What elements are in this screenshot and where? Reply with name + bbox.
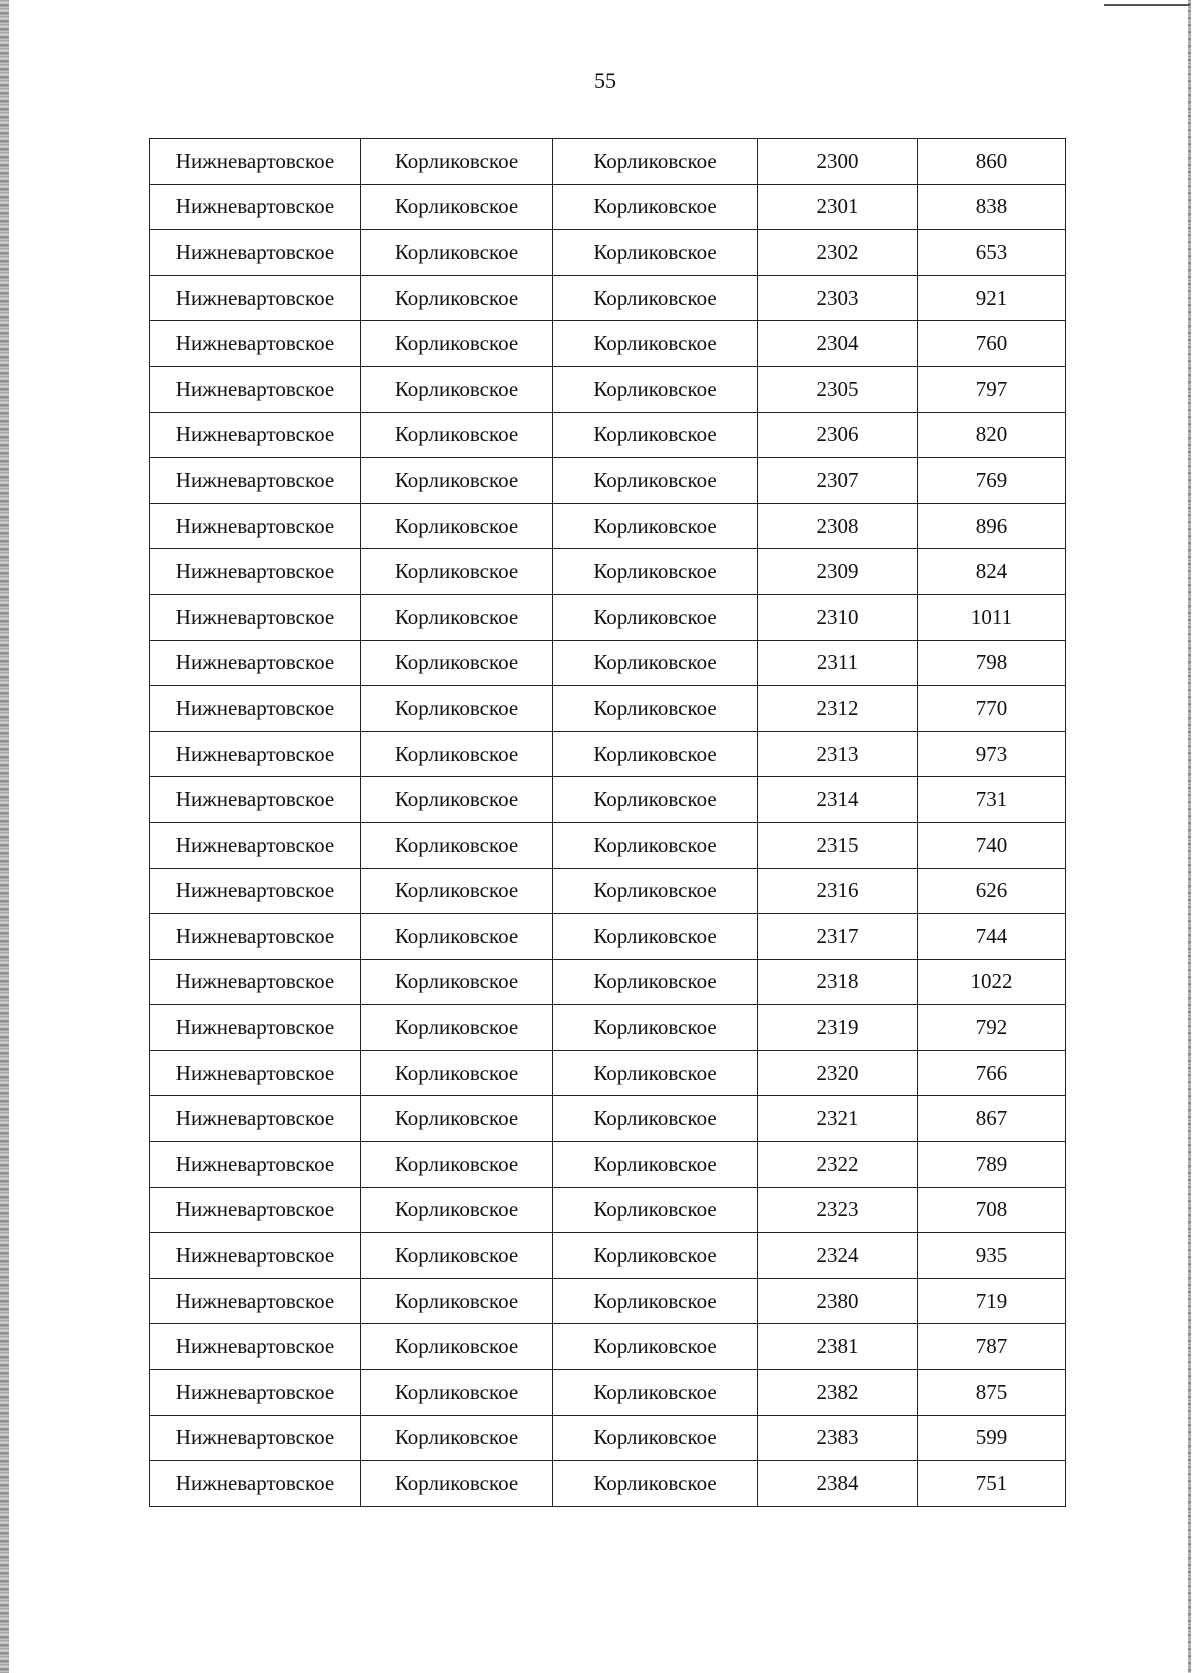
- district-cell: Нижневартовское: [150, 822, 361, 868]
- value-cell: 769: [918, 458, 1066, 504]
- district-cell: Нижневартовское: [150, 184, 361, 230]
- deposit-cell: Корликовское: [553, 1461, 758, 1507]
- district-cell: Нижневартовское: [150, 1233, 361, 1279]
- value-cell: 731: [918, 777, 1066, 823]
- table-row: [150, 731, 1066, 777]
- field-cell: Корликовское: [361, 1324, 553, 1370]
- scan-edge-left: [0, 0, 9, 1673]
- district-cell: Нижневартовское: [150, 914, 361, 960]
- field-cell: Корликовское: [361, 1370, 553, 1416]
- field-cell: Корликовское: [361, 868, 553, 914]
- field-cell: Корликовское: [361, 686, 553, 732]
- table-row: [150, 1461, 1066, 1507]
- district-cell: Нижневартовское: [150, 366, 361, 412]
- district-cell: Нижневартовское: [150, 777, 361, 823]
- table-row: [150, 275, 1066, 321]
- value-cell: 751: [918, 1461, 1066, 1507]
- id-cell: 2308: [758, 503, 918, 549]
- table-row: [150, 1142, 1066, 1188]
- deposit-cell: Корликовское: [553, 822, 758, 868]
- deposit-cell: Корликовское: [553, 412, 758, 458]
- district-cell: Нижневартовское: [150, 959, 361, 1005]
- value-cell: 838: [918, 184, 1066, 230]
- table-row: [150, 868, 1066, 914]
- field-cell: Корликовское: [361, 366, 553, 412]
- deposit-cell: Корликовское: [553, 1096, 758, 1142]
- table-row: [150, 184, 1066, 230]
- value-cell: 896: [918, 503, 1066, 549]
- id-cell: 2305: [758, 366, 918, 412]
- value-cell: 921: [918, 275, 1066, 321]
- field-cell: Корликовское: [361, 458, 553, 504]
- table-row: [150, 686, 1066, 732]
- value-cell: 798: [918, 640, 1066, 686]
- deposit-cell: Корликовское: [553, 549, 758, 595]
- value-cell: 760: [918, 321, 1066, 367]
- deposit-cell: Корликовское: [553, 139, 758, 185]
- district-cell: Нижневартовское: [150, 139, 361, 185]
- value-cell: 789: [918, 1142, 1066, 1188]
- scan-edge-right: [1188, 0, 1191, 1673]
- value-cell: 1022: [918, 959, 1066, 1005]
- id-cell: 2300: [758, 139, 918, 185]
- value-cell: 599: [918, 1415, 1066, 1461]
- district-cell: Нижневартовское: [150, 549, 361, 595]
- district-cell: Нижневартовское: [150, 1415, 361, 1461]
- table-row: [150, 139, 1066, 185]
- field-cell: Корликовское: [361, 1233, 553, 1279]
- deposit-cell: Корликовское: [553, 731, 758, 777]
- id-cell: 2302: [758, 230, 918, 276]
- table-row: [150, 1096, 1066, 1142]
- value-cell: 653: [918, 230, 1066, 276]
- id-cell: 2301: [758, 184, 918, 230]
- id-cell: 2315: [758, 822, 918, 868]
- field-cell: Корликовское: [361, 640, 553, 686]
- id-cell: 2319: [758, 1005, 918, 1051]
- id-cell: 2316: [758, 868, 918, 914]
- table-row: [150, 959, 1066, 1005]
- deposit-cell: Корликовское: [553, 458, 758, 504]
- value-cell: 1011: [918, 594, 1066, 640]
- table-row: [150, 412, 1066, 458]
- district-cell: Нижневартовское: [150, 1370, 361, 1416]
- value-cell: 792: [918, 1005, 1066, 1051]
- district-cell: Нижневартовское: [150, 1005, 361, 1051]
- district-cell: Нижневартовское: [150, 503, 361, 549]
- deposit-cell: Корликовское: [553, 1415, 758, 1461]
- value-cell: 740: [918, 822, 1066, 868]
- value-cell: 766: [918, 1050, 1066, 1096]
- table-row: [150, 549, 1066, 595]
- deposit-cell: Корликовское: [553, 275, 758, 321]
- value-cell: 708: [918, 1187, 1066, 1233]
- id-cell: 2309: [758, 549, 918, 595]
- field-cell: Корликовское: [361, 1005, 553, 1051]
- table-row: [150, 1233, 1066, 1279]
- table-row: [150, 594, 1066, 640]
- id-cell: 2382: [758, 1370, 918, 1416]
- value-cell: 824: [918, 549, 1066, 595]
- id-cell: 2317: [758, 914, 918, 960]
- field-cell: Корликовское: [361, 321, 553, 367]
- table-row: [150, 458, 1066, 504]
- deposit-cell: Корликовское: [553, 1324, 758, 1370]
- table-row: [150, 1324, 1066, 1370]
- id-cell: 2383: [758, 1415, 918, 1461]
- deposit-cell: Корликовское: [553, 686, 758, 732]
- table-row: [150, 230, 1066, 276]
- deposit-cell: Корликовское: [553, 1142, 758, 1188]
- district-cell: Нижневартовское: [150, 868, 361, 914]
- table-row: [150, 503, 1066, 549]
- field-cell: Корликовское: [361, 412, 553, 458]
- field-cell: Корликовское: [361, 549, 553, 595]
- id-cell: 2384: [758, 1461, 918, 1507]
- district-cell: Нижневартовское: [150, 1142, 361, 1188]
- deposit-cell: Корликовское: [553, 1005, 758, 1051]
- deposit-cell: Корликовское: [553, 1187, 758, 1233]
- page-number: 55: [594, 68, 616, 93]
- id-cell: 2318: [758, 959, 918, 1005]
- field-cell: Корликовское: [361, 275, 553, 321]
- table-row: [150, 1050, 1066, 1096]
- value-cell: 973: [918, 731, 1066, 777]
- id-cell: 2380: [758, 1278, 918, 1324]
- district-cell: Нижневартовское: [150, 1050, 361, 1096]
- field-cell: Корликовское: [361, 1142, 553, 1188]
- table-row: [150, 822, 1066, 868]
- field-cell: Корликовское: [361, 914, 553, 960]
- id-cell: 2306: [758, 412, 918, 458]
- id-cell: 2320: [758, 1050, 918, 1096]
- field-cell: Корликовское: [361, 1461, 553, 1507]
- id-cell: 2323: [758, 1187, 918, 1233]
- value-cell: 820: [918, 412, 1066, 458]
- district-cell: Нижневартовское: [150, 686, 361, 732]
- id-cell: 2314: [758, 777, 918, 823]
- field-cell: Корликовское: [361, 594, 553, 640]
- id-cell: 2307: [758, 458, 918, 504]
- district-cell: Нижневартовское: [150, 1461, 361, 1507]
- value-cell: 797: [918, 366, 1066, 412]
- field-cell: Корликовское: [361, 503, 553, 549]
- field-cell: Корликовское: [361, 777, 553, 823]
- deposit-cell: Корликовское: [553, 321, 758, 367]
- id-cell: 2313: [758, 731, 918, 777]
- table-row: [150, 321, 1066, 367]
- field-cell: Корликовское: [361, 1278, 553, 1324]
- deposit-cell: Корликовское: [553, 503, 758, 549]
- id-cell: 2312: [758, 686, 918, 732]
- field-cell: Корликовское: [361, 139, 553, 185]
- district-cell: Нижневартовское: [150, 1278, 361, 1324]
- table-row: [150, 640, 1066, 686]
- field-cell: Корликовское: [361, 1187, 553, 1233]
- deposit-cell: Корликовское: [553, 1370, 758, 1416]
- id-cell: 2381: [758, 1324, 918, 1370]
- district-cell: Нижневартовское: [150, 230, 361, 276]
- deposit-cell: Корликовское: [553, 366, 758, 412]
- value-cell: 770: [918, 686, 1066, 732]
- table-row: [150, 1278, 1066, 1324]
- field-cell: Корликовское: [361, 1096, 553, 1142]
- id-cell: 2322: [758, 1142, 918, 1188]
- value-cell: 787: [918, 1324, 1066, 1370]
- district-cell: Нижневартовское: [150, 594, 361, 640]
- district-cell: Нижневартовское: [150, 640, 361, 686]
- field-cell: Корликовское: [361, 822, 553, 868]
- value-cell: 744: [918, 914, 1066, 960]
- value-cell: 875: [918, 1370, 1066, 1416]
- district-cell: Нижневартовское: [150, 458, 361, 504]
- table-row: [150, 1370, 1066, 1416]
- deposit-cell: Корликовское: [553, 959, 758, 1005]
- field-cell: Корликовское: [361, 959, 553, 1005]
- district-cell: Нижневартовское: [150, 321, 361, 367]
- field-cell: Корликовское: [361, 1415, 553, 1461]
- field-cell: Корликовское: [361, 184, 553, 230]
- value-cell: 626: [918, 868, 1066, 914]
- value-cell: 867: [918, 1096, 1066, 1142]
- id-cell: 2304: [758, 321, 918, 367]
- value-cell: 860: [918, 139, 1066, 185]
- id-cell: 2303: [758, 275, 918, 321]
- district-cell: Нижневартовское: [150, 731, 361, 777]
- table-row: [150, 366, 1066, 412]
- deposit-cell: Корликовское: [553, 1050, 758, 1096]
- table-row: [150, 1005, 1066, 1051]
- district-cell: Нижневартовское: [150, 412, 361, 458]
- table-row: [150, 1415, 1066, 1461]
- deposit-cell: Корликовское: [553, 184, 758, 230]
- data-table: [149, 138, 1066, 1507]
- field-cell: Корликовское: [361, 731, 553, 777]
- id-cell: 2311: [758, 640, 918, 686]
- district-cell: Нижневартовское: [150, 1187, 361, 1233]
- field-cell: Корликовское: [361, 230, 553, 276]
- id-cell: 2321: [758, 1096, 918, 1142]
- deposit-cell: Корликовское: [553, 1278, 758, 1324]
- table-row: [150, 914, 1066, 960]
- district-cell: Нижневартовское: [150, 1096, 361, 1142]
- id-cell: 2310: [758, 594, 918, 640]
- deposit-cell: Корликовское: [553, 777, 758, 823]
- deposit-cell: Корликовское: [553, 594, 758, 640]
- deposit-cell: Корликовское: [553, 868, 758, 914]
- value-cell: 719: [918, 1278, 1066, 1324]
- district-cell: Нижневартовское: [150, 1324, 361, 1370]
- value-cell: 935: [918, 1233, 1066, 1279]
- deposit-cell: Корликовское: [553, 1233, 758, 1279]
- table-row: [150, 1187, 1066, 1233]
- deposit-cell: Корликовское: [553, 914, 758, 960]
- table-row: [150, 777, 1066, 823]
- field-cell: Корликовское: [361, 1050, 553, 1096]
- deposit-cell: Корликовское: [553, 230, 758, 276]
- deposit-cell: Корликовское: [553, 640, 758, 686]
- id-cell: 2324: [758, 1233, 918, 1279]
- district-cell: Нижневартовское: [150, 275, 361, 321]
- scan-edge-top: [1104, 4, 1190, 6]
- table-body: [150, 139, 1066, 1507]
